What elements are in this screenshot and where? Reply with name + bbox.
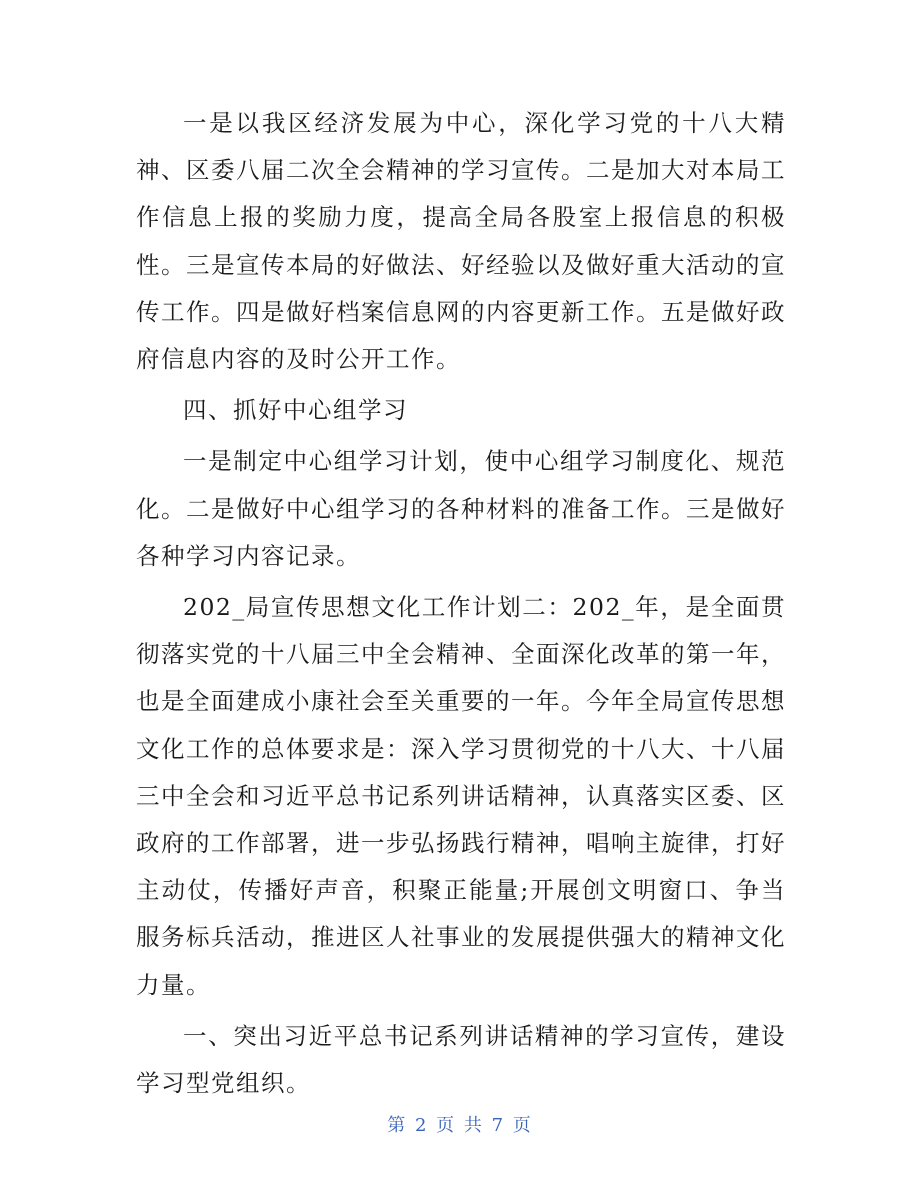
paragraph-publicity-tasks: 一是以我区经济发展为中心，深化学习党的十八大精神、区委八届二次全会精神的学习宣传。二是加大对本局工作信息上报的奖励力度，提高全局各股室上报信息的积极性。三是宣传本局的好做法、好经验以及做好重大活动的宣传工作。四是做好档案信息网的内容更新工作。五是做好政府信息内容的及时公开工作。 xyxy=(136,109,786,374)
section-heading-study-publicity: 一、突出习近平总书记系列讲话精神的学习宣传，建设学习型党组织。 xyxy=(136,1021,786,1098)
paragraph-study-group: 一是制定中心组学习计划，使中心组学习制度化、规范化。二是做好中心组学习的各种材料的准备工作。三是做好各种学习内容记录。 xyxy=(136,447,786,570)
document-body xyxy=(136,100,786,1111)
paragraph-work-plan-two: 202_局宣传思想文化工作计划二：202_年，是全面贯彻落实党的十八届三中全会精神、全面深化改革的第一年，也是全面建成小康社会至关重要的一年。今年全局宣传思想文化工作的总体要求是：深入学习贯彻党的十八大、十八届三中全会和习近平总书记系列讲话精神，认真落实区委、区政府的工作部署，进一步弘扬践行精神，唱响主旋律，打好主动仗，传播好声音，积聚正能量;开展创文明窗口、争当服务标兵活动，推进区人社事业的发展提供强大的精神文化力量。 xyxy=(136,593,786,999)
page-number-footer: 第 2 页 共 7 页 xyxy=(387,1115,533,1136)
section-heading-study-group: 四、抓好中心组学习 xyxy=(183,396,408,425)
